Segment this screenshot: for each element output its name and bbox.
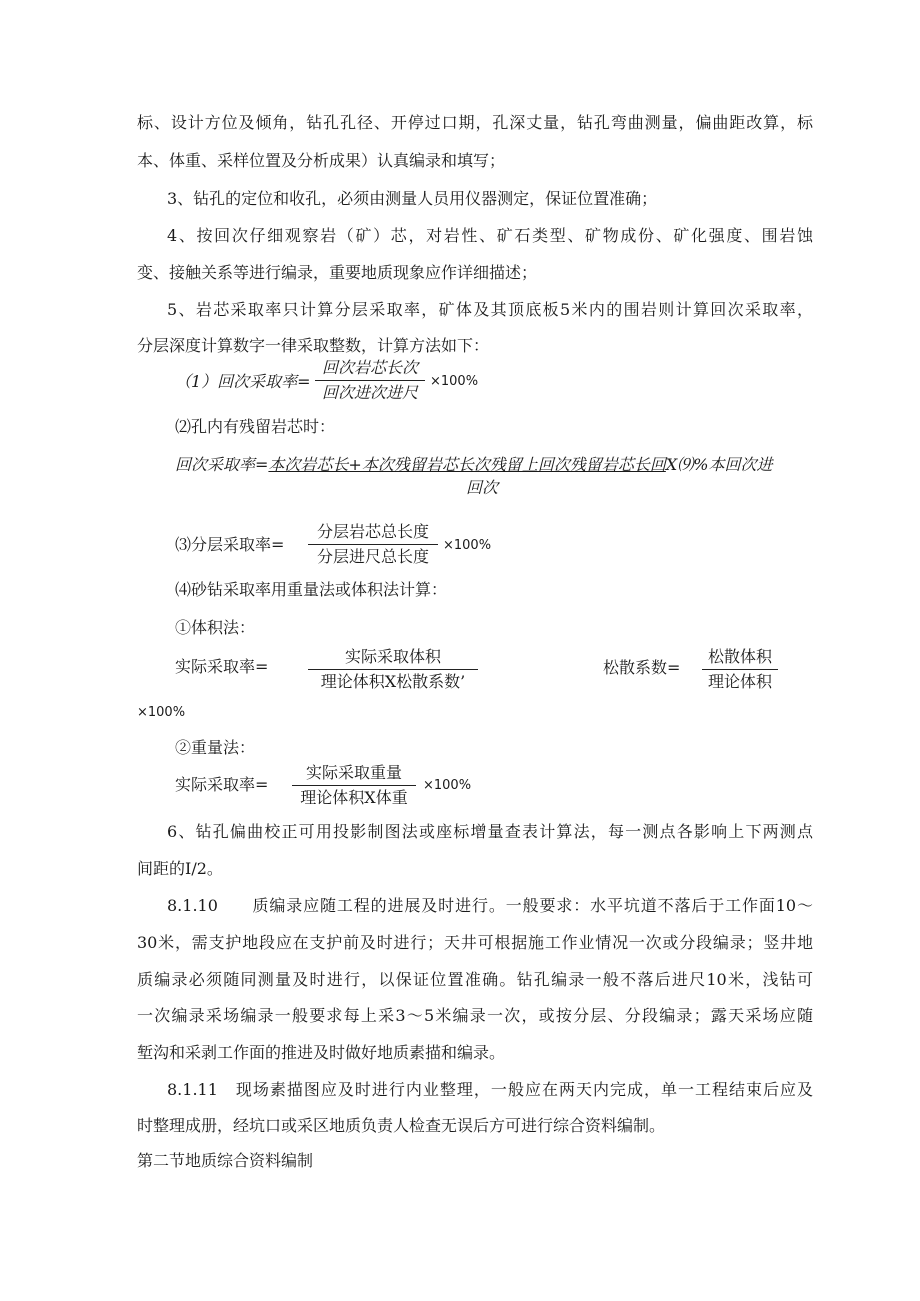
- formula-label: ⑵孔内有残留岩芯时：: [175, 417, 336, 436]
- percent-suffix: ×100%: [423, 778, 472, 793]
- text-line: 质编录必须随同测量及时进行，以保证位置准确。钻孔编录一般不落后进尺10米，浅钻可: [137, 970, 813, 989]
- formula-label: 松散系数=: [603, 658, 681, 677]
- fraction-denominator: 回次进次进尺: [321, 383, 418, 402]
- formula-label: 实际采取率=: [175, 775, 269, 794]
- formula-label: （1）回次采取率=: [175, 372, 311, 391]
- formula-lhs: 回次采取率=: [175, 455, 269, 474]
- percent-suffix: ×100%: [137, 705, 186, 720]
- text-line: 3、钻孔的定位和收孔，必须由测量人员用仪器测定，保证位置准确；: [167, 189, 658, 208]
- method-label: ②重量法：: [175, 738, 256, 757]
- fraction: [308, 522, 438, 567]
- formula-label: ⑷砂钻采取率用重量法或体积法计算：: [175, 580, 448, 599]
- text-line: 标、设计方位及倾角，钻孔孔径、开停过口期，孔深丈量，钻孔弯曲测量，偏曲距改算，标: [137, 113, 813, 132]
- method-label: ①体积法：: [175, 618, 256, 637]
- text-line: 30米，需支护地段应在支护前及时进行；天井可根据施工作业情况一次或分段编录；竖井地: [137, 933, 813, 952]
- text-line: 分层深度计算数字一律采取整数，计算方法如下：: [137, 336, 490, 355]
- fraction-denominator: 理论体积: [707, 672, 772, 691]
- text-line: 4、按回次仔细观察岩（矿）芯，对岩性、矿石类型、矿物成份、矿化强度、围岩蚀: [167, 226, 813, 245]
- text-line: 变、接触关系等进行编录，重要地质现象应作详细描述；: [137, 263, 538, 282]
- fraction-denominator: 分层进尺总长度: [316, 547, 429, 566]
- text-line: 一次编录采场编录一般要求每上采3～5米编录一次，或按分层、分段编录；露天采场应随: [137, 1006, 813, 1025]
- text-line: 本、体重、采样位置及分析成果）认真编录和填写；: [137, 151, 506, 170]
- percent-suffix: ×100%: [443, 538, 492, 553]
- text-line: 堑沟和采剥工作面的推进及时做好地质素描和编录。: [137, 1043, 506, 1062]
- text-line: 8.1.10 质编录应随工程的进展及时进行。一般要求：水平坑道不落后于工作面10～: [167, 896, 813, 915]
- text-line: 6、钻孔偏曲校正可用投影制图法或座标增量查表计算法，每一测点各影响上下两测点: [167, 822, 813, 841]
- fraction: [308, 647, 478, 692]
- text-line: 5、岩芯采取率只计算分层采取率，矿体及其顶底板5米内的围岩则计算回次采取率，: [167, 300, 813, 319]
- text-line: 时整理成册，经坑口或采区地质负责人检查无误后方可进行综合资料编制。: [137, 1116, 666, 1135]
- formula-line: [175, 455, 772, 475]
- fraction: [702, 647, 778, 692]
- formula-numerator: 本次岩芯长+本次残留岩芯长次残留上回次残留岩芯长回: [268, 455, 666, 474]
- text-line: 间距的I/2。: [137, 859, 223, 878]
- fraction-numerator: 回次岩芯长次: [315, 358, 425, 381]
- formula-label: 实际采取率=: [175, 657, 269, 676]
- formula-denominator: 回次: [466, 478, 499, 497]
- fraction-numerator: 实际采取体积: [308, 647, 478, 670]
- fraction-numerator: 实际采取重量: [292, 763, 416, 786]
- text-line: 8.1.11 现场素描图应及时进行内业整理，一般应在两天内完成，单一工程结束后应及: [167, 1080, 813, 1099]
- fraction-numerator: 分层岩芯总长度: [308, 522, 438, 545]
- fraction-denominator: 理论体积X松散系数’: [320, 672, 466, 691]
- section-heading: 第二节地质综合资料编制: [137, 1151, 314, 1170]
- formula-label: ⑶分层采取率=: [175, 535, 285, 554]
- percent-suffix: ×100%: [430, 374, 479, 389]
- fraction: [315, 358, 425, 403]
- fraction: [292, 763, 416, 808]
- fraction-numerator: 松散体积: [702, 647, 778, 670]
- fraction-denominator: 理论体积X体重: [300, 788, 408, 807]
- formula-tail: X⑼%本回次进: [665, 455, 773, 474]
